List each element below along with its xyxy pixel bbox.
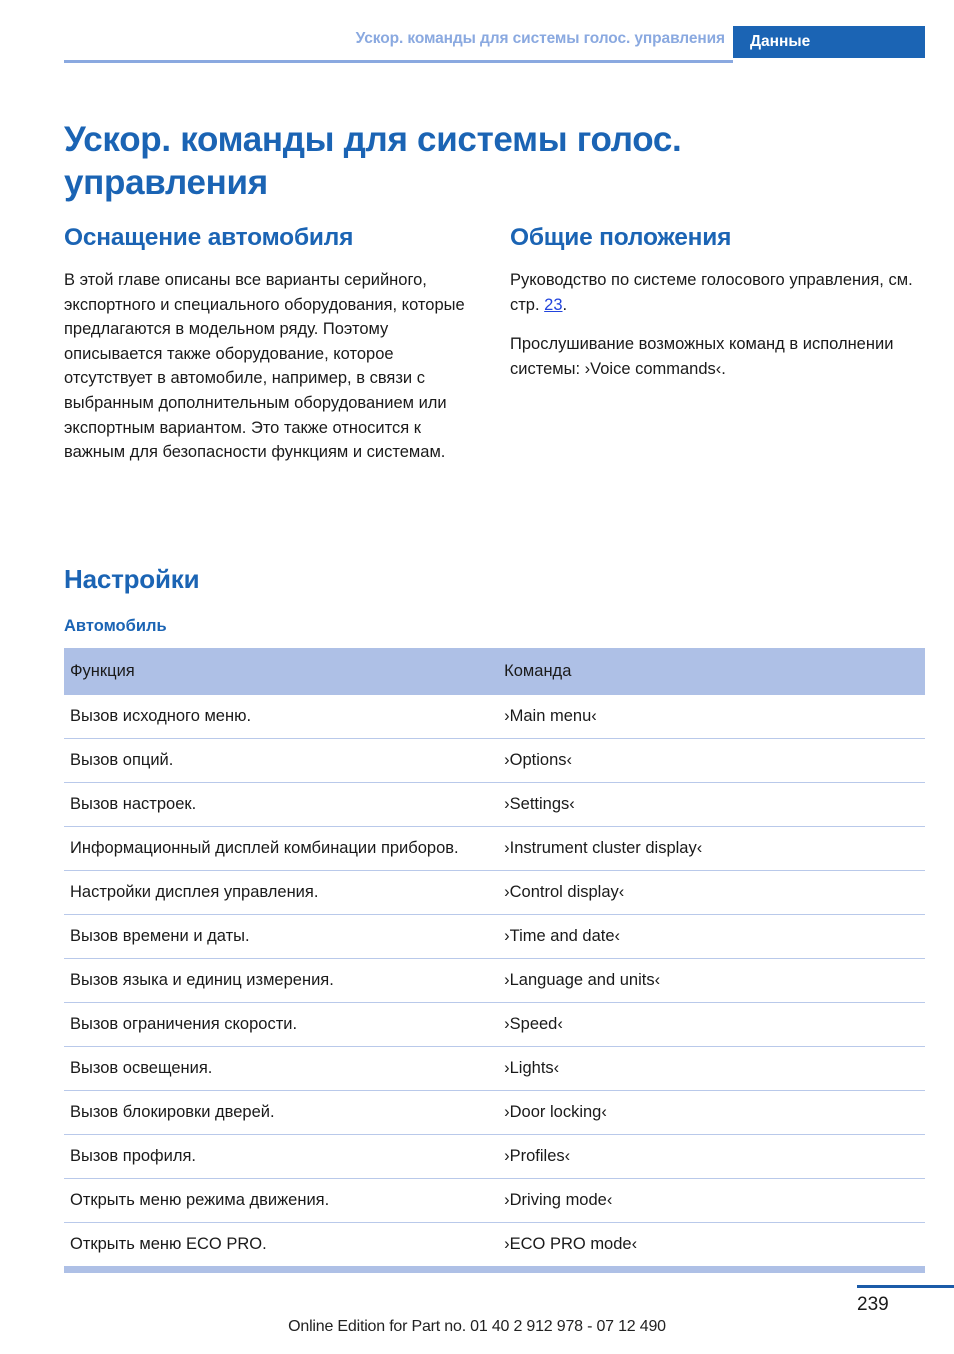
cell-function: Открыть меню режима движения. [64,1179,498,1223]
general-paragraph-2: Прослушивание возможных команд в исполнении системы: ›Voice commands‹. [510,335,894,378]
footer-note: Online Edition for Part no. 01 40 2 912 978 - 07 12 490 [288,1318,666,1335]
page-running-header [0,0,954,60]
cell-command: ›Settings‹ [498,783,925,827]
column-header-function: Функция [64,648,498,695]
cell-command: ›Lights‹ [498,1047,925,1091]
equipment-paragraph: В этой главе описаны все варианты серийного, экспортного и специального оборудования, которые предлагаются в модельном ряду. Поэтому описывается также оборудование, которое отсутствует в автомобиле, например, в связи с выбранным дополнительным оборудованием или экспортным вариантом. Это также относится к важным для безопасности функциям и системам. [64,271,465,462]
table-row [64,871,925,915]
column-header-command: Команда [498,648,925,695]
table-header-row [64,648,925,695]
page-title: Ускор. команды для системы голос. управления [64,120,682,203]
table-row [64,1179,925,1223]
cell-function: Вызов языка и единиц измерения. [64,959,498,1003]
table-row [64,1091,925,1135]
right-column [510,224,925,381]
cell-function: Вызов ограничения скорости. [64,1003,498,1047]
chapter-tab-label: Данные [750,33,811,50]
cell-function: Вызов времени и даты. [64,915,498,959]
table-row [64,1047,925,1091]
cell-function: Настройки дисплея управления. [64,871,498,915]
general-paragraph-1-period: . [562,295,568,314]
table-row [64,915,925,959]
chapter-tab-data [733,26,925,58]
section-heading-equipment: Оснащение автомобиля [64,224,354,251]
table-body [64,695,925,1266]
cell-function: Вызов освещения. [64,1047,498,1091]
cell-command: ›Profiles‹ [498,1135,925,1179]
cell-command: ›Instrument cluster display‹ [498,827,925,871]
cell-function: Вызов опций. [64,739,498,783]
table-row [64,783,925,827]
table-row [64,739,925,783]
cell-command: ›Main menu‹ [504,707,597,725]
cell-command: ›Language and units‹ [498,959,925,1003]
cell-command: ›ECO PRO mode‹ [498,1223,925,1267]
cell-command: ›Options‹ [498,739,925,783]
subsection-heading-vehicle: Автомобиль [64,616,167,635]
page-reference-link[interactable]: 23 [544,295,563,314]
voice-commands-table [64,648,925,1266]
left-column [64,224,479,465]
general-paragraph-1 [510,268,925,317]
header-divider-rule [64,60,733,63]
page-number-rule [857,1285,954,1288]
breadcrumb: Ускор. команды для системы голос. управления [355,30,725,47]
table-row [64,1135,925,1179]
cell-function: Вызов настроек. [64,783,498,827]
page-number: 239 [857,1294,889,1315]
table-header [64,648,925,695]
table-row [64,827,925,871]
table-row [64,1003,925,1047]
table-bottom-bar [64,1266,925,1273]
cell-function: Вызов исходного меню. [70,707,252,725]
cell-command: ›Speed‹ [498,1003,925,1047]
cell-command: ›Control display‹ [498,871,925,915]
cell-command: ›Time and date‹ [498,915,925,959]
table-row [64,695,925,739]
cell-command: ›Door locking‹ [498,1091,925,1135]
section-heading-settings: Настройки [64,563,200,594]
general-paragraph-1-text: Руководство по системе голосового управления, см. стр. [510,271,913,314]
cell-function: Открыть меню ECO PRO. [64,1223,498,1267]
table-row [64,1223,925,1267]
section-heading-general: Общие положения [510,224,732,251]
cell-command: ›Driving mode‹ [498,1179,925,1223]
table-row [64,959,925,1003]
cell-function: Информационный дисплей комбинации приборов. [64,827,498,871]
cell-function: Вызов блокировки дверей. [64,1091,498,1135]
cell-function: Вызов профиля. [64,1135,498,1179]
